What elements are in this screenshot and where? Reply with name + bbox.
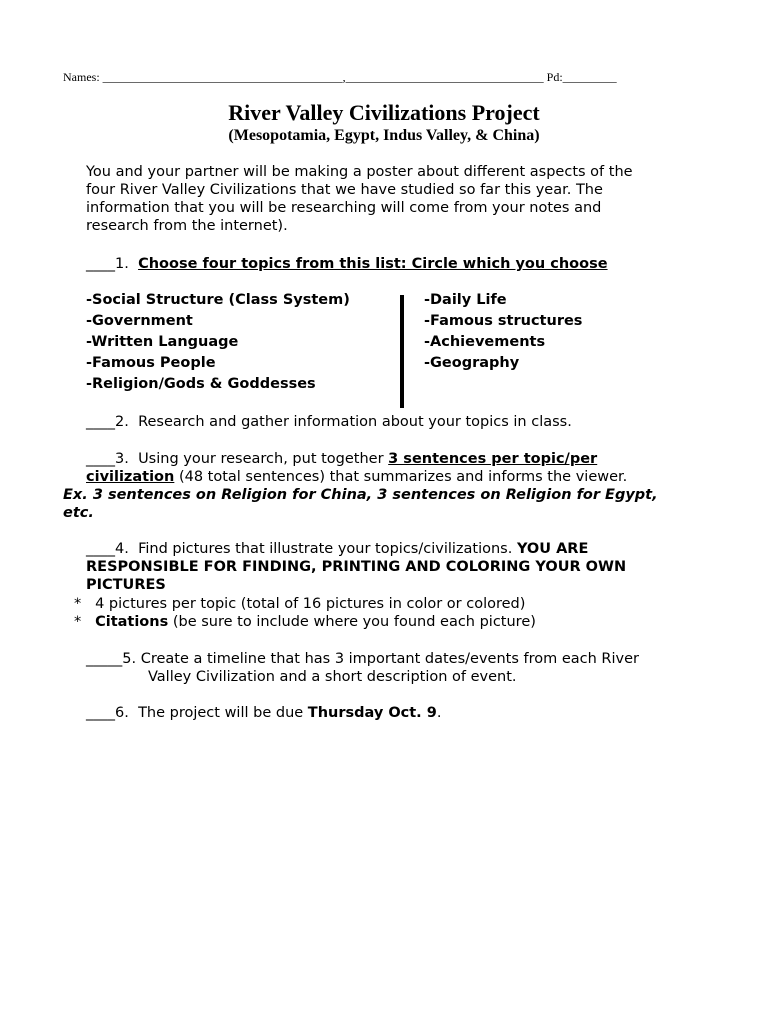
step-3-emph-b: civilization: [86, 469, 175, 485]
step-5-text-line-1: Create a timeline that has 3 important dates/events from each River: [140, 651, 639, 667]
step-1: [86, 256, 608, 272]
topic-daily-life: -Daily Life: [424, 292, 507, 308]
step-5-text-line-2: Valley Civilization and a short description of event.: [148, 669, 517, 685]
topics-divider: [400, 295, 404, 408]
step-4-line-1: [86, 541, 588, 557]
pd-label: Pd:: [546, 70, 563, 84]
step-4-text-a: Find pictures that illustrate your topics/civilizations.: [138, 541, 517, 557]
names-blank-2: _________________________________: [345, 70, 544, 84]
topic-government: -Government: [86, 313, 193, 329]
intro-line-3: information that you will be researching will come from your notes and: [86, 200, 602, 216]
step-2-text: Research and gather information about your topics in class.: [138, 414, 572, 430]
step-4-bullet-2: [74, 614, 536, 630]
step-5-line-1: [86, 651, 639, 667]
topic-geography: -Geography: [424, 355, 520, 371]
step-1-blank: ____1.: [86, 256, 129, 272]
topic-social-structure: -Social Structure (Class System): [86, 292, 350, 308]
step-5-blank: _____5.: [86, 651, 137, 667]
step-3-example-line-2: etc.: [63, 505, 94, 521]
intro-line-2: four River Valley Civilizations that we have studied so far this year. The: [86, 182, 603, 198]
topic-religion: -Religion/Gods & Goddesses: [86, 376, 316, 392]
topic-famous-structures: -Famous structures: [424, 313, 583, 329]
step-3-line-2: [86, 469, 627, 485]
step-6-blank: ____6.: [86, 705, 129, 721]
topic-written-language: -Written Language: [86, 334, 239, 350]
step-1-text: Choose four topics from this list: Circle which you choose: [138, 256, 608, 272]
step-2: [86, 414, 572, 430]
intro-line-4: research from the internet).: [86, 218, 288, 234]
step-6-due-date: Thursday Oct. 9: [307, 705, 437, 721]
bullet-2-bold: Citations: [95, 614, 169, 630]
step-3-text-b: (48 total sentences) that summarizes and informs the viewer.: [174, 469, 628, 485]
topic-achievements: -Achievements: [424, 334, 546, 350]
bullet-2-mark: *: [74, 614, 82, 630]
step-6: [86, 705, 441, 721]
step-3-line-1: [86, 451, 597, 467]
bullet-2-text: (be sure to include where you found each picture): [168, 614, 536, 630]
step-4-emph-a: YOU ARE: [516, 541, 589, 557]
intro-line-1: You and your partner will be making a poster about different aspects of the: [86, 164, 633, 180]
page-subtitle: (Mesopotamia, Egypt, Indus Valley, & China): [228, 127, 540, 144]
bullet-1-text: 4 pictures per topic (total of 16 pictures in color or colored): [95, 596, 526, 612]
step-4-blank: ____4.: [86, 541, 129, 557]
names-comma: ,: [342, 70, 346, 84]
page-title: River Valley Civilizations Project: [228, 100, 540, 125]
topic-famous-people: -Famous People: [86, 355, 216, 371]
step-3-emph-a: 3 sentences per topic/per: [388, 451, 598, 467]
step-3-blank: ____3.: [86, 451, 129, 467]
step-4-bullet-1: [74, 596, 525, 612]
step-4-emph-b: RESPONSIBLE FOR FINDING, PRINTING AND COLORING YOUR OWN: [86, 559, 627, 575]
step-6-text-a: The project will be due: [138, 705, 308, 721]
names-blank-1: ________________________________________: [102, 70, 343, 84]
step-3-text-a: Using your research, put together: [138, 451, 389, 467]
names-label: Names:: [63, 70, 100, 84]
step-4-emph-c: PICTURES: [86, 577, 166, 593]
bullet-1-mark: *: [74, 596, 82, 612]
step-2-blank: ____2.: [86, 414, 129, 430]
step-6-text-b: .: [436, 705, 442, 721]
pd-blank: _________: [562, 70, 617, 84]
step-3-example-line-1: Ex. 3 sentences on Religion for China, 3 sentences on Religion for Egypt,: [63, 487, 658, 503]
names-line: [63, 70, 617, 85]
